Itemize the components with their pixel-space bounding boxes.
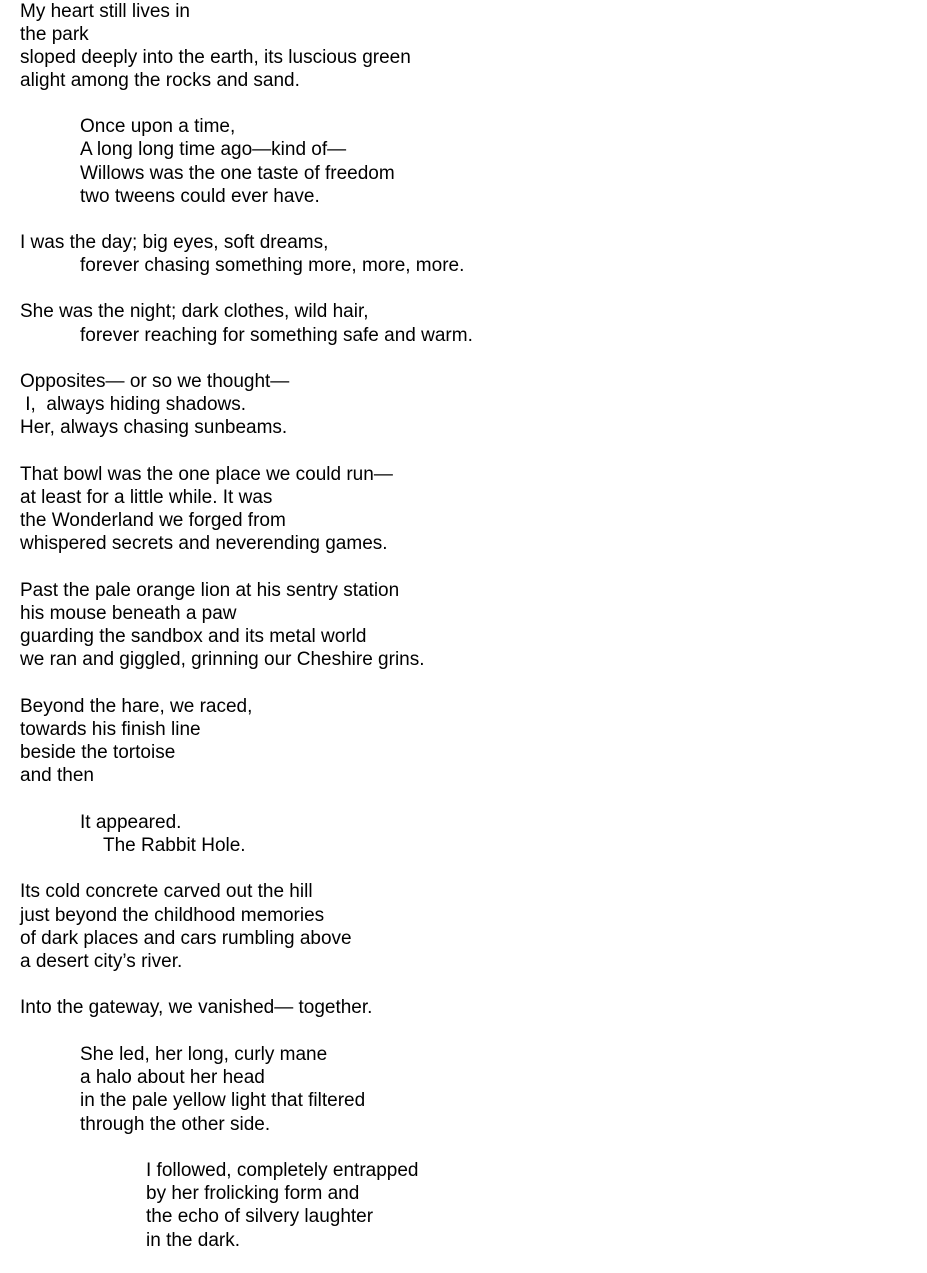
poem-line: She was the night; dark clothes, wild hair, (20, 301, 369, 322)
poem-line: Willows was the one taste of freedom (80, 163, 395, 184)
poem-line: in the dark. (146, 1230, 240, 1251)
poem-line: towards his finish line (20, 719, 201, 740)
poem-line: I, always hiding shadows. (20, 394, 247, 415)
poem-line: Once upon a time, (80, 116, 236, 137)
poem-line: I followed, completely entrapped (146, 1160, 419, 1181)
poem-line: Her, always chasing sunbeams. (20, 417, 288, 438)
poem-line: the echo of silvery laughter (146, 1206, 374, 1227)
poem-line: A long long time ago—kind of— (80, 139, 347, 160)
poem-line: Opposites— or so we thought— (20, 371, 290, 392)
poem-line: Its cold concrete carved out the hill (20, 881, 313, 902)
poem-line: The Rabbit Hole. (103, 835, 246, 856)
poem-line: My heart still lives in (20, 1, 190, 22)
poem-line: and then (20, 765, 94, 786)
poem-line: alight among the rocks and sand. (20, 70, 300, 91)
poem-line: That bowl was the one place we could run— (20, 464, 393, 485)
poem-line: at least for a little while. It was (20, 487, 273, 508)
poem-line: Beyond the hare, we raced, (20, 696, 253, 717)
poem-line: by her frolicking form and (146, 1183, 360, 1204)
poem-line: Past the pale orange lion at his sentry station (20, 580, 400, 601)
poem-line: the park (20, 24, 89, 45)
poem-line: Into the gateway, we vanished— together. (20, 997, 373, 1018)
poem-line: I was the day; big eyes, soft dreams, (20, 232, 329, 253)
poem-line: guarding the sandbox and its metal world (20, 626, 367, 647)
poem-line: a halo about her head (80, 1067, 265, 1088)
poem-line: his mouse beneath a paw (20, 603, 237, 624)
poem-line: through the other side. (80, 1114, 271, 1135)
poem-line: whispered secrets and neverending games. (20, 533, 388, 554)
poem-line: It appeared. (80, 812, 182, 833)
poem-line: in the pale yellow light that filtered (80, 1090, 366, 1111)
poem-line: beside the tortoise (20, 742, 176, 763)
poem-line: two tweens could ever have. (80, 186, 320, 207)
poem-line: She led, her long, curly mane (80, 1044, 328, 1065)
poem-line: the Wonderland we forged from (20, 510, 286, 531)
poem-line: sloped deeply into the earth, its luscious green (20, 47, 411, 68)
poem-line: we ran and giggled, grinning our Cheshire grins. (20, 649, 425, 670)
poem-line: a desert city’s river. (20, 951, 183, 972)
poem-line: forever chasing something more, more, more. (80, 255, 465, 276)
poem-line: forever reaching for something safe and warm. (80, 325, 473, 346)
poem-line: of dark places and cars rumbling above (20, 928, 352, 949)
poem-line: just beyond the childhood memories (20, 905, 325, 926)
